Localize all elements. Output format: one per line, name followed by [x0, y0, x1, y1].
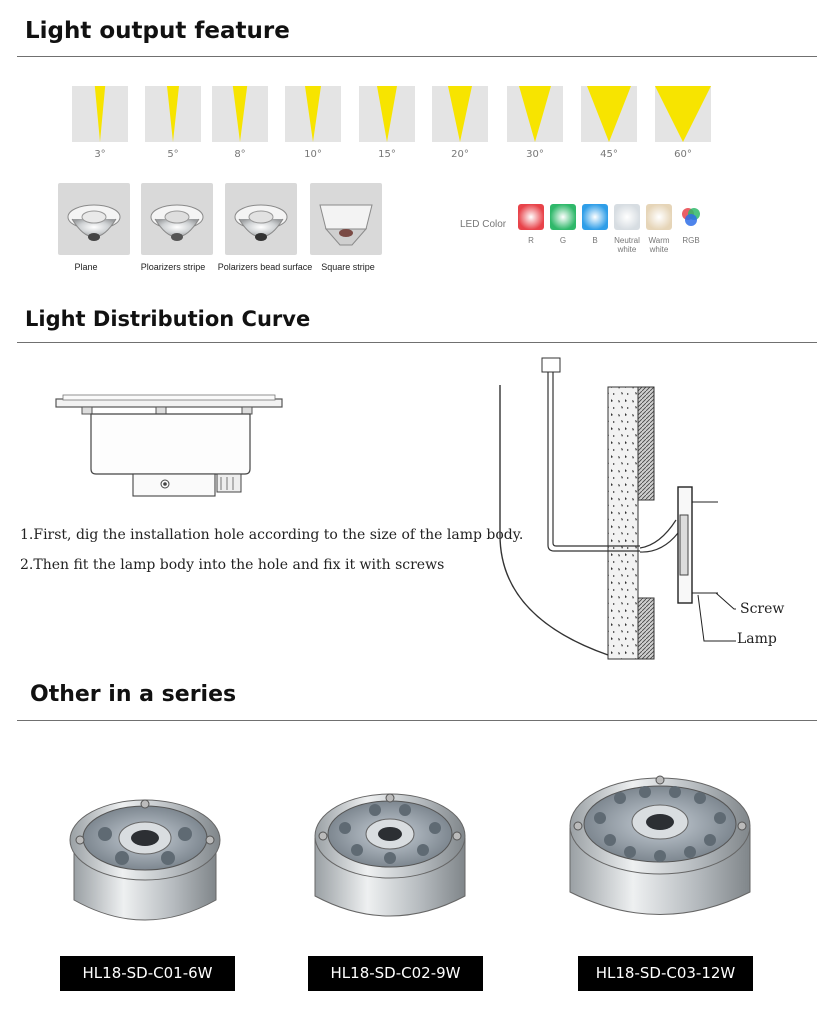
product-image-c03 — [560, 762, 760, 927]
beam-angle-label-4: 10° — [304, 149, 322, 160]
beam-cone-9 — [655, 86, 711, 142]
led-swatch-label-3: B — [592, 236, 598, 245]
lamp-side-view-drawing — [55, 393, 285, 498]
beam-cone-1 — [95, 86, 105, 142]
section-title-series: Other in a series — [30, 682, 237, 707]
beam-angle-label-1: 3° — [94, 149, 106, 160]
beam-angle-label-6: 20° — [451, 149, 469, 160]
lens-label-square-stripe: Square stripe — [321, 262, 375, 272]
led-swatch-label-4: Neutral white — [614, 236, 640, 254]
beam-angle-label-7: 30° — [526, 149, 544, 160]
section-title-light-output: Light output feature — [25, 18, 290, 44]
beam-tile-1 — [72, 86, 128, 142]
beam-angle-label-5: 15° — [378, 149, 396, 160]
beam-tile-8 — [581, 86, 637, 142]
installation-step-2: 2.Then fit the lamp body into the hole and fix it with screws — [20, 557, 445, 573]
lens-label-polarizers-bead: Polarizers bead surface — [217, 262, 313, 272]
led-swatch-5 — [646, 204, 672, 230]
lens-label-plane: Plane — [74, 262, 98, 272]
product-image-c01 — [60, 780, 230, 930]
beam-cone-5 — [377, 86, 397, 142]
callout-screw: Screw — [740, 601, 785, 617]
installation-diagram — [490, 355, 750, 667]
led-swatch-label-5: Warm white — [648, 236, 670, 254]
beam-cone-3 — [233, 86, 247, 142]
lens-image-polarizers-bead — [225, 183, 297, 255]
led-swatch-6 — [678, 204, 704, 230]
beam-angle-label-9: 60° — [674, 149, 692, 160]
led-swatch-label-1: R — [528, 236, 534, 245]
beam-angle-label-3: 8° — [234, 149, 246, 160]
led-swatch-1 — [518, 204, 544, 230]
led-swatch-3 — [582, 204, 608, 230]
led-swatch-label-6: RGB — [682, 236, 700, 245]
section-divider — [17, 342, 817, 343]
beam-tile-6 — [432, 86, 488, 142]
beam-tile-9 — [655, 86, 711, 142]
led-color-label: LED Color — [460, 219, 507, 230]
beam-cone-4 — [305, 86, 321, 142]
product-image-c02 — [305, 778, 475, 928]
beam-cone-2 — [167, 86, 179, 142]
model-label-c02: HL18-SD-C02-9W — [308, 956, 483, 991]
beam-tile-7 — [507, 86, 563, 142]
lens-image-square-stripe — [310, 183, 382, 255]
beam-angle-label-8: 45° — [600, 149, 618, 160]
beam-tile-2 — [145, 86, 201, 142]
callout-lamp: Lamp — [737, 631, 777, 647]
model-label-c01: HL18-SD-C01-6W — [60, 956, 235, 991]
installation-step-1: 1.First, dig the installation hole according to the size of the lamp body. — [20, 527, 524, 543]
beam-tile-4 — [285, 86, 341, 142]
beam-angle-label-2: 5° — [167, 149, 179, 160]
lens-label-polarizers-stripe: Ploarizers stripe — [140, 262, 206, 272]
led-swatch-4 — [614, 204, 640, 230]
lens-image-polarizers-stripe — [141, 183, 213, 255]
section-divider — [17, 720, 817, 721]
model-label-c03: HL18-SD-C03-12W — [578, 956, 753, 991]
beam-cone-7 — [519, 86, 551, 142]
led-swatch-label-2: G — [559, 236, 567, 245]
section-title-distribution: Light Distribution Curve — [25, 307, 311, 331]
beam-cone-6 — [448, 86, 472, 142]
led-swatch-2 — [550, 204, 576, 230]
beam-tile-3 — [212, 86, 268, 142]
beam-cone-8 — [587, 86, 631, 142]
beam-tile-5 — [359, 86, 415, 142]
section-divider — [17, 56, 817, 57]
lens-image-plane — [58, 183, 130, 255]
